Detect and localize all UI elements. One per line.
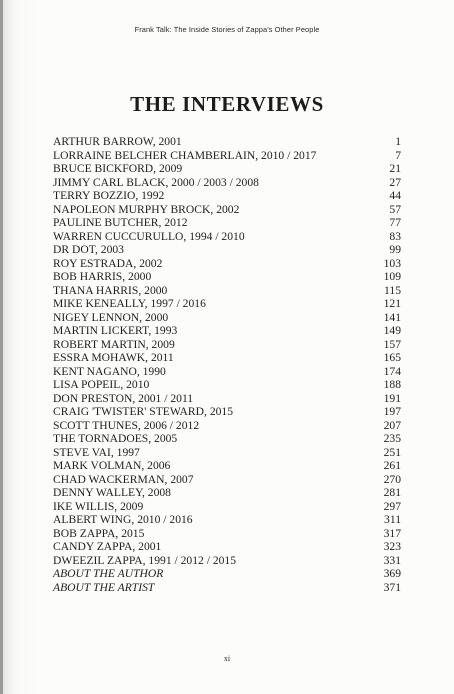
toc-entry-title: DR DOT, 2003 [53, 243, 124, 256]
toc-entry-page: 369 [383, 567, 401, 580]
toc-entry [53, 338, 401, 352]
toc-entry-page: 371 [383, 580, 401, 594]
toc-entry [53, 527, 401, 541]
toc-entry [53, 540, 401, 554]
toc-entry-page: 44 [389, 189, 401, 202]
toc-entry-title: LISA POPEIL, 2010 [53, 378, 150, 391]
toc-entry [53, 392, 401, 406]
toc-entry-page: 197 [383, 405, 401, 418]
toc-entry-title: DON PRESTON, 2001 / 2011 [53, 391, 194, 405]
toc-entry-title: NAPOLEON MURPHY BROCK, 2002 [53, 202, 240, 216]
page-title: THE INTERVIEWS [130, 92, 324, 116]
table-of-contents [53, 135, 401, 594]
toc-entry [53, 513, 401, 527]
toc-entry [53, 189, 401, 203]
toc-entry-title: MARK VOLMAN, 2006 [53, 459, 171, 472]
toc-entry-title: NIGEY LENNON, 2000 [53, 310, 169, 324]
toc-entry-page: 207 [383, 418, 401, 432]
toc-entry-page: 251 [383, 445, 401, 459]
toc-entry-title: SCOTT THUNES, 2006 / 2012 [53, 418, 200, 432]
toc-entry-page: 270 [383, 472, 401, 486]
toc-entry-title: KENT NAGANO, 1990 [53, 364, 166, 378]
toc-entry [53, 567, 401, 581]
toc-entry-title: TERRY BOZZIO, 1992 [53, 189, 165, 202]
toc-entry [53, 230, 401, 244]
toc-entry [53, 257, 401, 271]
toc-entry-title: ESSRA MOHAWK, 2011 [53, 351, 174, 364]
toc-entry [53, 351, 401, 365]
toc-entry-page: 281 [383, 486, 401, 499]
toc-entry-page: 1 [395, 135, 401, 148]
toc-entry [53, 581, 401, 595]
toc-entry-title: BOB HARRIS, 2000 [53, 270, 152, 283]
toc-entry-page: 261 [383, 459, 401, 472]
toc-entry [53, 297, 401, 311]
toc-entry [53, 486, 401, 500]
toc-entry-page: 311 [384, 513, 401, 526]
toc-entry-title: DENNY WALLEY, 2008 [53, 486, 171, 499]
toc-entry [53, 446, 401, 460]
toc-entry [53, 554, 401, 568]
toc-entry [53, 459, 401, 473]
toc-entry-title: WARREN CUCCURULLO, 1994 / 2010 [53, 229, 245, 243]
toc-entry-title: MARTIN LICKERT, 1993 [53, 324, 178, 337]
toc-entry-page: 188 [383, 378, 401, 391]
toc-entry-page: 235 [383, 432, 401, 445]
toc-entry [53, 176, 401, 190]
toc-entry-page: 141 [383, 310, 401, 324]
toc-entry [53, 405, 401, 419]
toc-entry [53, 365, 401, 379]
toc-entry [53, 243, 401, 257]
toc-entry-title: DWEEZIL ZAPPA, 1991 / 2012 / 2015 [53, 553, 237, 567]
toc-entry [53, 473, 401, 487]
toc-entry [53, 324, 401, 338]
toc-entry-page: 21 [389, 162, 401, 175]
toc-entry-page: 331 [383, 553, 401, 567]
toc-entry-page: 99 [389, 243, 401, 256]
toc-entry-page: 165 [383, 351, 401, 364]
toc-entry-page: 77 [389, 216, 401, 229]
toc-entry-page: 83 [389, 229, 401, 243]
toc-entry-title: ARTHUR BARROW, 2001 [53, 135, 182, 148]
toc-entry [53, 432, 401, 446]
toc-entry [53, 500, 401, 514]
toc-entry [53, 378, 401, 392]
toc-entry [53, 311, 401, 325]
toc-entry [53, 216, 401, 230]
toc-entry [53, 162, 401, 176]
toc-entry [53, 270, 401, 284]
toc-entry-page: 157 [383, 337, 401, 351]
toc-entry-page: 115 [384, 283, 401, 297]
toc-entry [53, 135, 401, 149]
toc-entry-title: MIKE KENEALLY, 1997 / 2016 [53, 297, 206, 310]
running-head: Frank Talk: The Inside Stories of Zappa's Other People [134, 25, 320, 34]
toc-entry-page: 317 [383, 526, 401, 540]
toc-entry-page: 323 [383, 540, 401, 553]
toc-entry-title: JIMMY CARL BLACK, 2000 / 2003 / 2008 [53, 175, 259, 189]
toc-entry-page: 27 [389, 175, 401, 189]
toc-entry [53, 419, 401, 433]
toc-entry-title: PAULINE BUTCHER, 2012 [53, 216, 188, 229]
toc-entry-title: STEVE VAI, 1997 [53, 445, 140, 459]
toc-entry-title: BOB ZAPPA, 2015 [53, 526, 145, 540]
toc-entry-page: 121 [383, 297, 401, 310]
toc-entry-title: ABOUT THE AUTHOR [53, 567, 164, 580]
page-number: xi [223, 654, 231, 663]
toc-entry-title: LORRAINE BELCHER CHAMBERLAIN, 2010 / 2017 [53, 148, 317, 162]
toc-entry-title: ABOUT THE ARTIST [53, 580, 155, 594]
toc-entry-title: ROY ESTRADA, 2002 [53, 256, 163, 270]
toc-entry-page: 109 [383, 270, 401, 283]
toc-entry-title: THE TORNADOES, 2005 [53, 432, 178, 445]
toc-entry-title: BRUCE BICKFORD, 2009 [53, 162, 183, 175]
toc-entry-page: 103 [383, 256, 401, 270]
toc-entry [53, 203, 401, 217]
toc-entry-title: IKE WILLIS, 2009 [53, 499, 144, 513]
toc-entry-page: 7 [395, 148, 401, 162]
toc-entry [53, 149, 401, 163]
toc-entry-page: 57 [389, 202, 401, 216]
toc-entry-title: ROBERT MARTIN, 2009 [53, 337, 175, 351]
toc-entry-title: ALBERT WING, 2010 / 2016 [53, 513, 193, 526]
toc-entry-title: THANA HARRIS, 2000 [53, 283, 168, 297]
toc-entry-page: 149 [383, 324, 401, 337]
toc-entry-page: 191 [383, 391, 401, 405]
toc-entry-title: CRAIG 'TWISTER' STEWARD, 2015 [53, 405, 234, 418]
toc-entry [53, 284, 401, 298]
toc-entry-page: 297 [383, 499, 401, 513]
toc-entry-title: CANDY ZAPPA, 2001 [53, 540, 162, 553]
toc-entry-page: 174 [383, 364, 401, 378]
toc-entry-title: CHAD WACKERMAN, 2007 [53, 472, 194, 486]
